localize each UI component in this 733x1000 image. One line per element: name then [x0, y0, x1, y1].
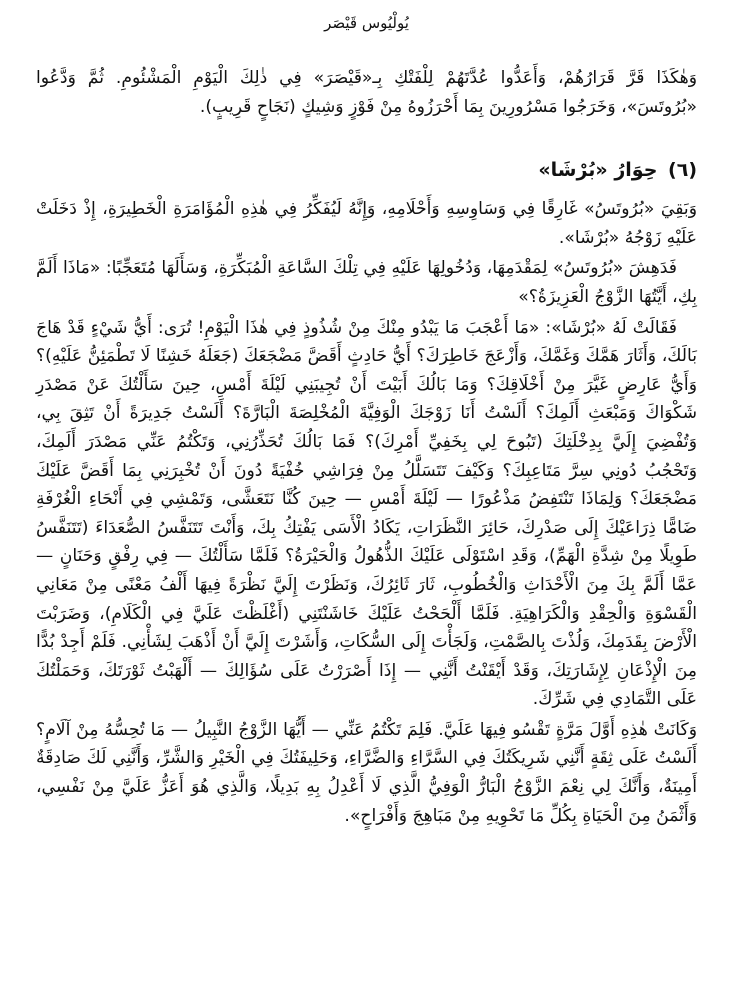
paragraph-4: وَكَانَتْ هٰذِهِ أَوَّلَ مَرَّةٍ تَقْسُو فِيهَا عَلَيَّ. فَلِمَ تَكْتُمُ عَنِّي — أَيُّهَا الزَّوْجُ النَّبِيلُ — مَا تُحِسُّهُ مِنْ آلَامٍ؟ أَلَسْتُ عَلَى ثِقَةٍ أَنَّنِي شَرِيكَتُكَ فِي السَّرَّاءِ وَالضَّرَّاءِ، وَحَلِيفَتُكَ فِي الْخَيْرِ وَالشَّرِّ، وَأَنَّنِي لَكَ صَادِقَةٌ أَمِينَةٌ، وَأَنَّكَ لِي نِعْمَ الزَّوْجُ الْبَارُّ الْوَفِيُّ الَّذِي لَا أَعْدِلُ بِهِ بَدِيلًا، وَالَّذِي هُوَ أَعَزُّ عَلَيَّ مِنْ نَفْسِي، وَأَثْمَنُ مِنَ الْحَيَاةِ بِكُلِّ مَا تَحْوِيهِ مِنْ مَبَاهِجَ وَأَفْرَاحٍ». — [36, 719, 697, 826]
section-title: حِوَارُ «بُرْشَا» — [538, 159, 658, 182]
section-heading — [36, 155, 697, 185]
paragraph-2: فَدَهِشَ «بُرُوتَسُ» لِمَقْدَمِهَا، وَدُخُولِهَا عَلَيْهِ فِي تِلْكَ السَّاعَةِ الْمُبَكِّرَةِ، وَسَأَلَهَا مُتَعَجِّبًا: «مَاذَا أَلَمَّ بِكِ، أَيَّتُهَا الزَّوْجُ الْعَزِيزَةُ؟» — [36, 258, 697, 307]
running-title: يُولْيُوس قَيْصَر — [324, 14, 409, 32]
section-number: (٦) — [668, 159, 697, 182]
paragraph-1: وَبَقِيَ «بُرُوتَسُ» غَارِقًا فِي وَسَاوِسِهِ وَأَحْلَامِهِ، وَإِنَّهُ لَيُفَكِّرُ فِي هٰذِهِ الْمُؤَامَرَةِ الْخَطِيرَةِ، إِذْ دَخَلَتْ عَلَيْهِ زَوْجُهُ «بُرْشَا». — [36, 199, 697, 248]
paragraph-top: وَهٰكَذَا قَرَّ قَرَارُهُمْ، وَأَعَدُّوا عُدَّتَهُمْ لِلْفَتْكِ بِـ«قَيْصَرَ» فِي ذٰلِكَ الْيَوْمِ الْمَشْئُومِ. ثُمَّ وَدَّعُوا «بُرُوتَسَ»، وَخَرَجُوا مَسْرُورِينَ بِمَا أَحْرَزُوهُ مِنْ فَوْزٍ وَشِيكٍ (نَجَاحٍ قَرِيبٍ). — [36, 68, 697, 117]
paragraph-3: فَقَالَتْ لَهُ «بُرْشَا»: «مَا أَعْجَبَ مَا يَبْدُو مِنْكَ مِنْ شُذُوذٍ فِي هٰذَا الْيَوْمِ! تُرَى: أَيُّ شَيْءٍ قَدْ هَاجَ بَالَكَ، وَأَثَارَ هَمَّكَ وَغَمَّكَ، وَأَزْعَجَ خَاطِرَكَ؟ أَيُّ حَادِثٍ أَقَضَّ مَضْجَعَكَ (جَعَلَهُ خَشِنًا لَا تَطْمَئِنُّ عَلَيْهِ)؟ وَأَيُّ عَارِضٍ غَيَّرَ مِنْ أَخْلَاقِكَ؟ وَمَا بَالُكَ أَبَيْتَ أَنْ تُجِيبَنِي لَيْلَةَ أَمْسِ، حِينَ سَأَلْتُكَ عَنْ مَصْدَرِ شَكْوَاكَ وَمَبْعَثِ أَلَمِكَ؟ أَلَسْتُ أَنَا زَوْجَكَ الْوَفِيَّةَ الْمُخْلِصَةَ الْبَارَّةَ؟ أَلَسْتُ جَدِيرَةً أَنْ تَثِقَ بِي، وَتُفْضِيَ إِلَيَّ بِدِخْلَتِكَ (تَبُوحَ لِي بِخَفِيِّ أَمْرِكَ)؟ فَمَا بَالُكَ تُحَذِّرُنِي، وَتَكْتُمُ عَنِّي مَصْدَرَ أَلَمِكَ، وَتَحْجُبُ دُونِي سِرَّ مَتَاعِبِكَ؟ وَكَيْفَ تَتَسَلَّلُ مِنْ فِرَاشِي خُفْيَةً دُونَ أَنْ تُخْبِرَنِي بِمَا أَقَضَّ عَلَيْكَ مَضْجَعَكَ؟ وَلِمَاذَا تَنْتَفِضُ مَذْعُورًا — لَيْلَةَ أَمْسِ — حِينَ كُنَّا نَتَعَشَّى، وَتَمْشِي فِي أَنْحَاءِ الْغُرْفَةِ ضَامًّا ذِرَاعَيْكَ إِلَى صَدْرِكَ، حَائِرَ النَّظَرَاتِ، يَكَادُ الْأَسَى يَفْتِكُ بِكَ، وَأَنْتَ تَتَنَفَّسُ الصُّعَدَاءَ (تَتَنَفَّسُ طَوِيلًا مِنْ شِدَّةِ الْهَمِّ)، وَقَدِ اسْتَوْلَى عَلَيْكَ الذُّهُولُ وَالْحَيْرَةُ؟ فَلَمَّا سَأَلْتُكَ — فِي رِفْقٍ وَحَنَانٍ — عَمَّا أَلَمَّ بِكَ مِنَ الْأَحْدَاثِ وَالْخُطُوبِ، ثَارَ ثَائِرُكَ، وَنَظَرْتَ إِلَيَّ نَظْرَةً فِيهَا أَلْفُ مَعْنًى مِنْ مَعَانِي الْقَسْوَةِ وَالْحِقْدِ وَالْكَرَاهِيَةِ. فَلَمَّا أَلْحَحْتُ عَلَيْكَ خَاشَنْتَنِي (أَغْلَظْتَ عَلَيَّ فِي الْكَلَامِ)، وَضَرَبْتَ الْأَرْضَ بِقَدَمِكَ، وَلُذْتَ بِالصَّمْتِ، وَلَجَأْتَ إِلَى السُّكَاتِ، وَأَشَرْتَ إِلَيَّ أَنْ أَذْهَبَ لِشَأْنِي. فَلَمْ أَجِدْ بُدًّا مِنَ الْإِذْعَانِ لِإِشَارَتِكَ، وَقَدْ أَيْقَنْتُ أَنَّنِي — إِذَا أَصْرَرْتُ عَلَى سُؤَالِكَ — أَلْهَبْتُ ثَوْرَتَكَ، وَحَمَلْتُكَ عَلَى التَّمَادِي فِي شَرِّكَ. — [36, 317, 697, 710]
